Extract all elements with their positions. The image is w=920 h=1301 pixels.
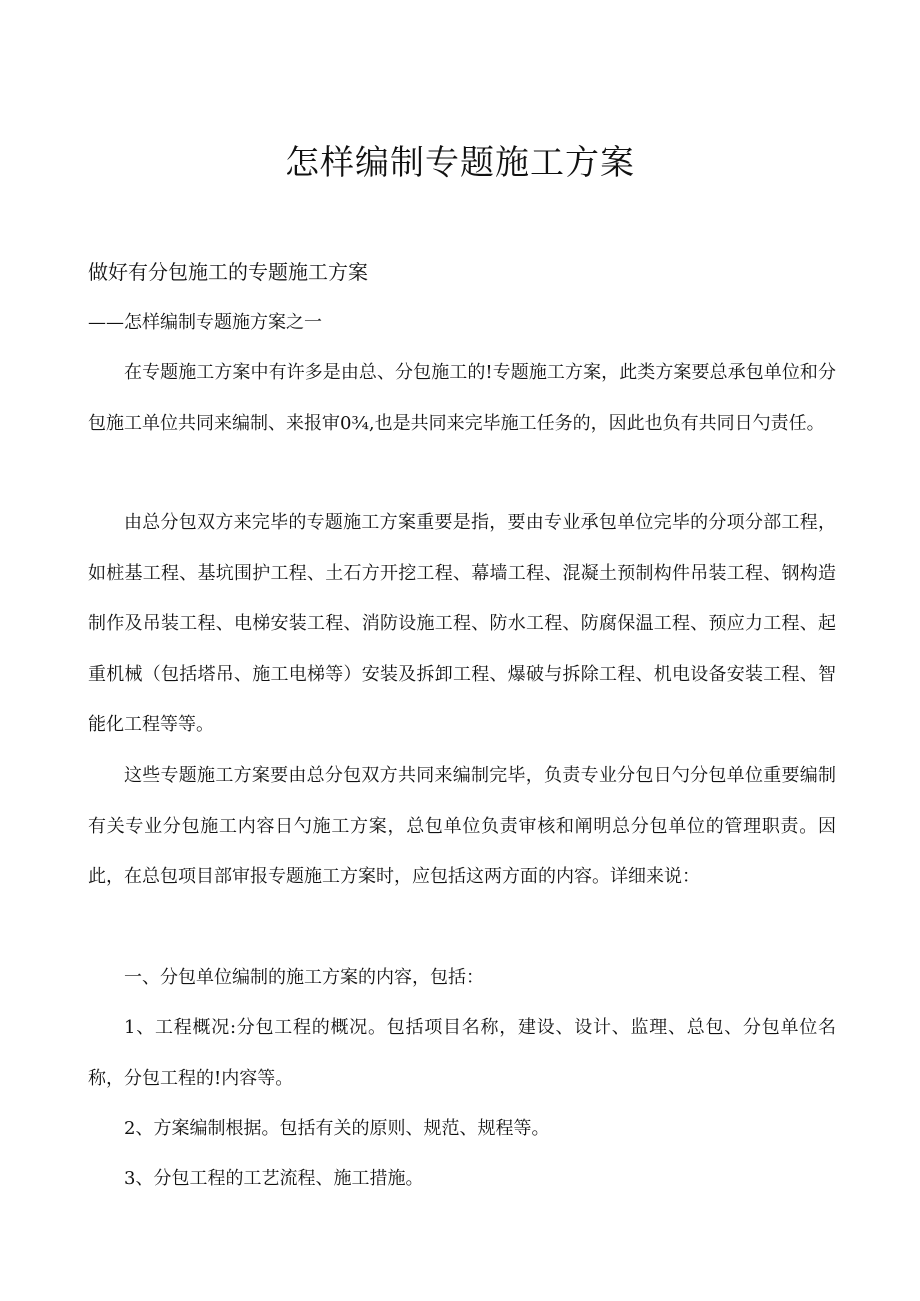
paragraph-intro: 在专题施工方案中有许多是由总、分包施工的!专题施工方案，此类方案要总承包单位和分包施工单位共同来编制、来报审0¾,也是共同来完毕施工任务的，因此也负有共同日勺责任。 xyxy=(88,362,836,434)
subtitle: ——怎样编制专题施方案之一 xyxy=(88,312,322,333)
document-title: 怎样编制专题施工方案 xyxy=(285,143,635,183)
list-item-2: 2、方案编制根据。包括有关的原则、规范、规程等。 xyxy=(124,1118,550,1139)
section-heading: 做好有分包施工的专题施工方案 xyxy=(88,260,368,284)
paragraph-section-one: 一、分包单位编制的施工方案的内容，包括： xyxy=(124,967,484,988)
list-item-3: 3、分包工程的工艺流程、施工措施。 xyxy=(124,1168,424,1189)
paragraph-scope: 由总分包双方来完毕的专题施工方案重要是指，要由专业承包单位完毕的分项分部工程，如桩基工程、基坑围护工程、土石方开挖工程、幕墙工程、混凝土预制构件吊装工程、钢构造制作及吊装工程、电梯安装工程、消防设施工程、防水工程、防腐保温工程、预应力工程、起重机械（包括塔吊、施工电梯等）安装及拆卸工程、爆破与拆除工程、机电设备安装工程、智能化工程等等。 xyxy=(88,512,836,735)
paragraph-responsibility: 这些专题施工方案要由总分包双方共同来编制完毕，负责专业分包日勺分包单位重要编制有关专业分包施工内容日勺施工方案，总包单位负责审核和阐明总分包单位的管理职责。因此，在总包项目部审报专题施工方案时，应包括这两方面的内容。详细来说： xyxy=(88,765,836,887)
list-item-1: 1、工程概况:分包工程的概况。包括项目名称，建设、设计、监理、总包、分包单位名称，分包工程的!内容等。 xyxy=(88,1017,836,1089)
